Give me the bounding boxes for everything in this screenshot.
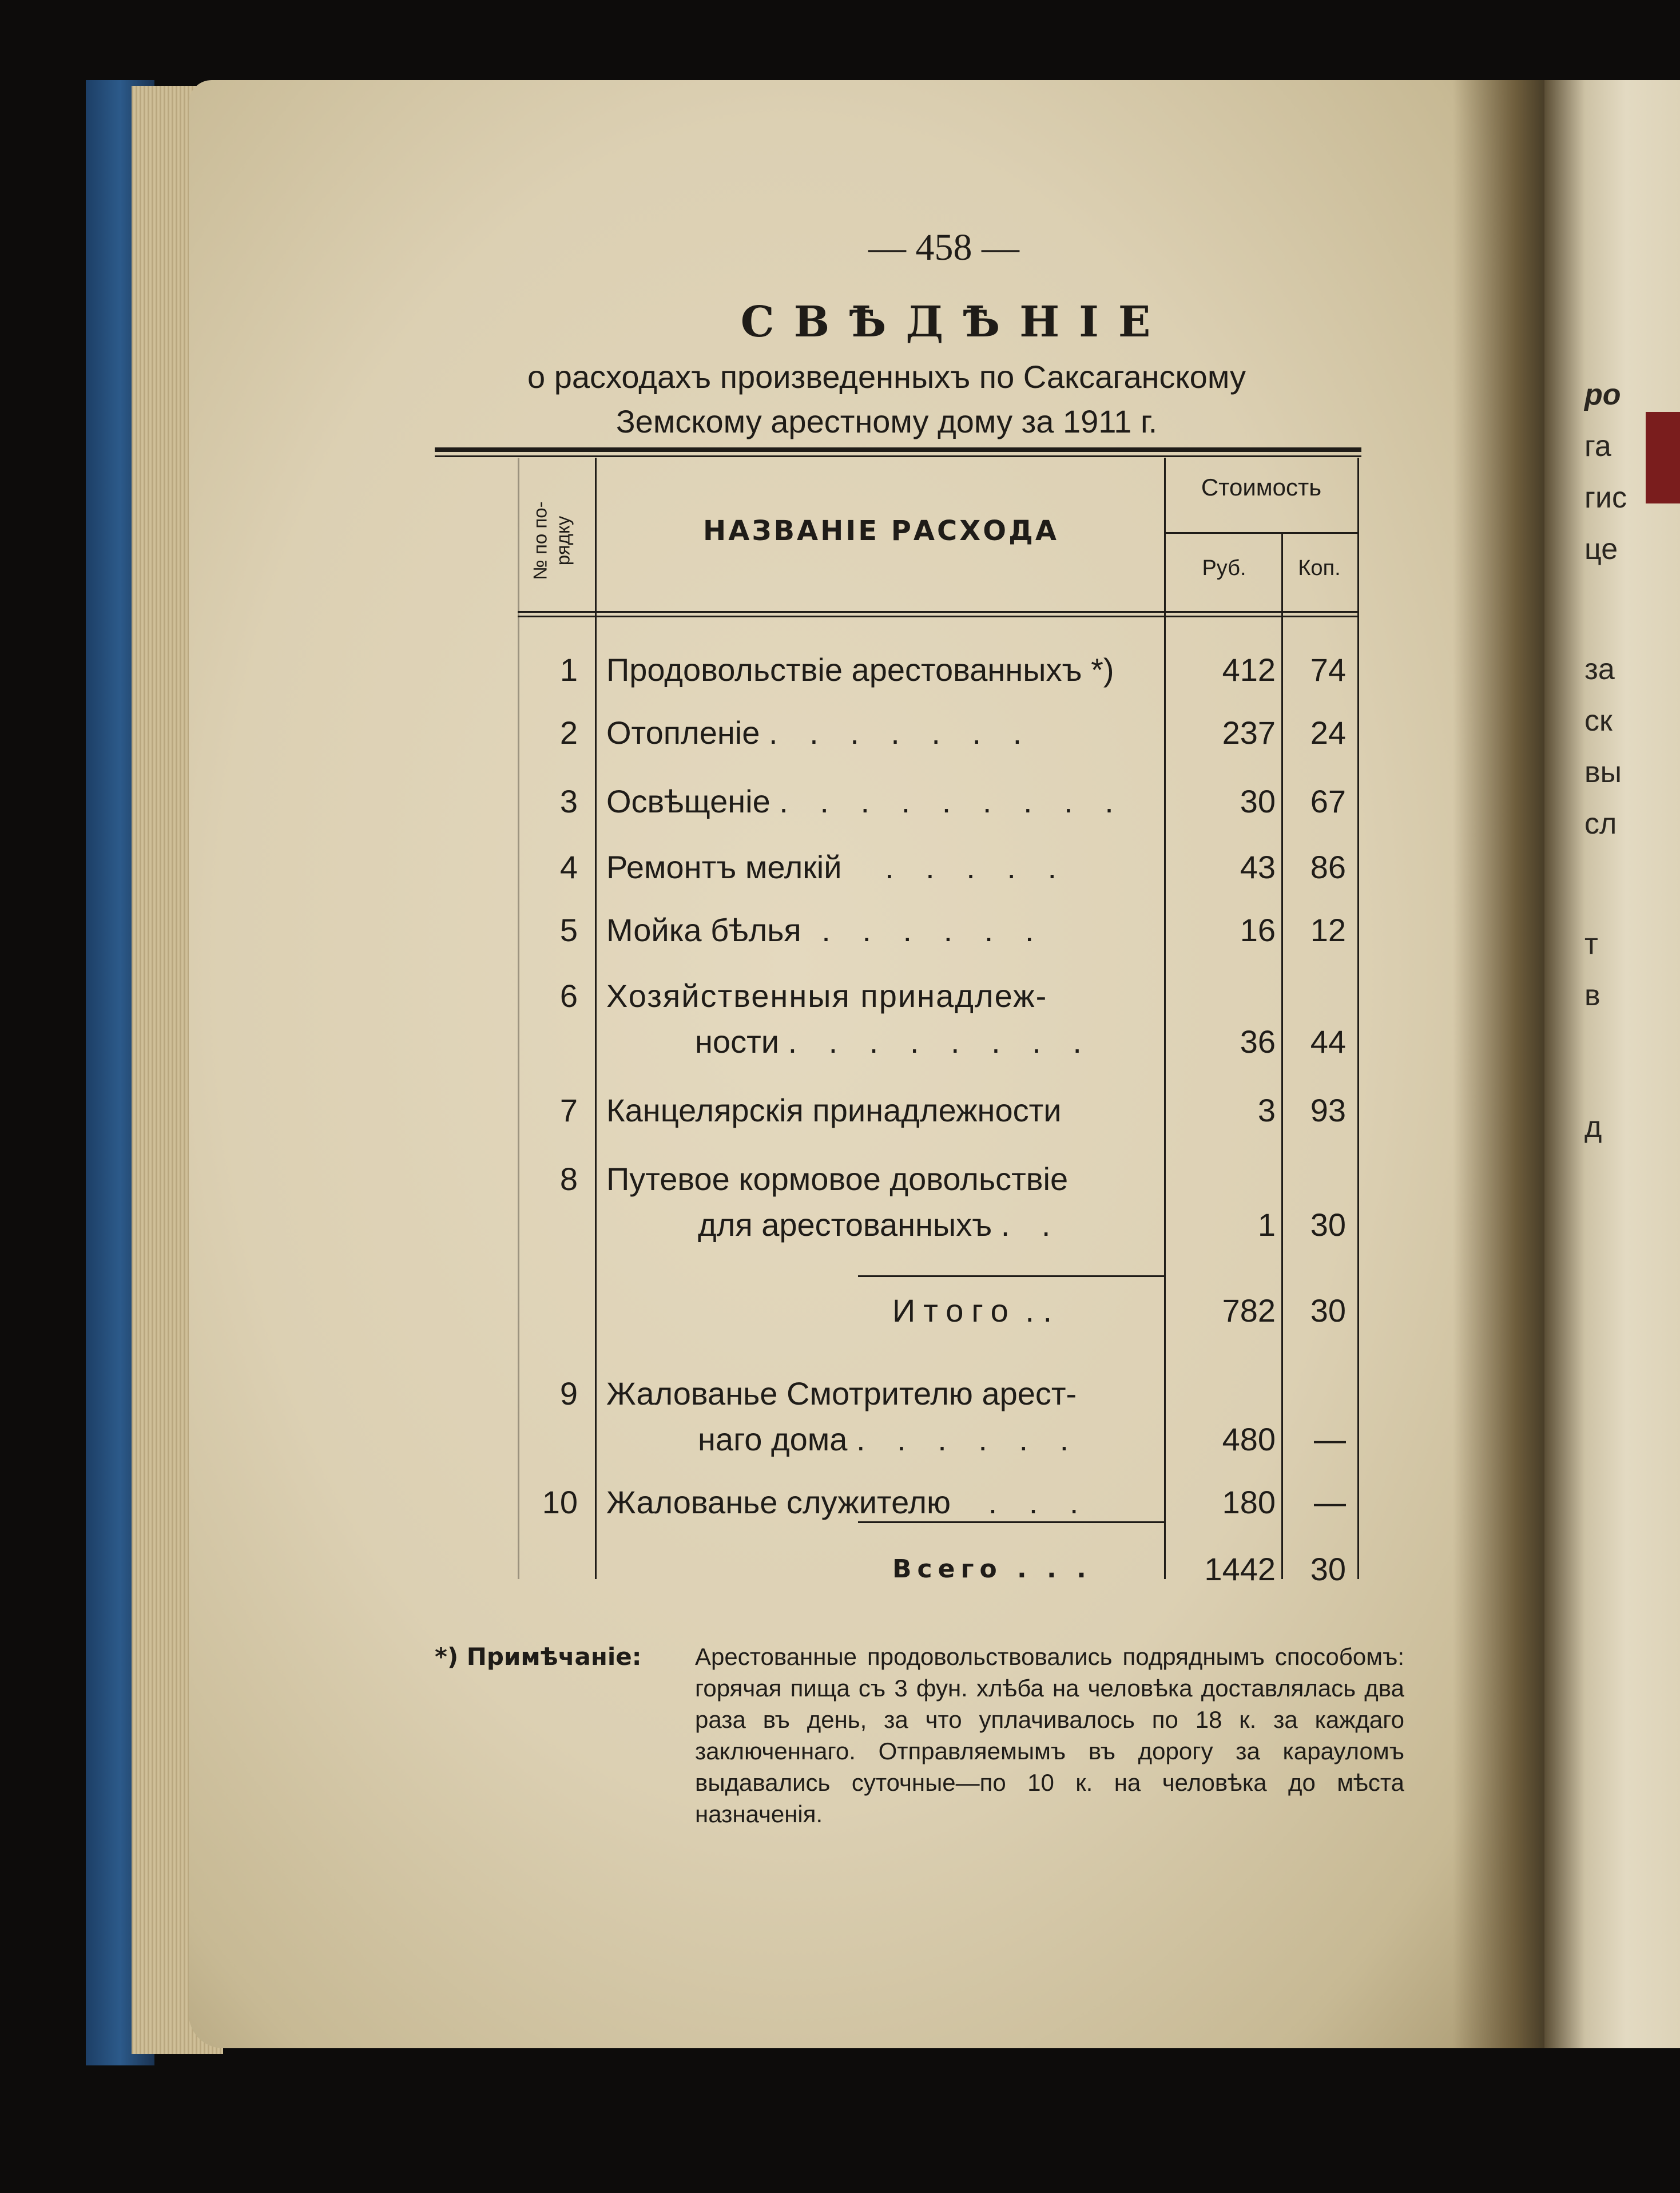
subtotal-kopecks: 30 [1310,1292,1346,1329]
row-rubles: 3 [1257,1092,1276,1128]
row-number: 6 [559,978,578,1014]
right-fragment: га [1584,430,1611,463]
col-divider-name [1164,458,1166,1579]
row-name-continued [606,1204,1247,1246]
document-title: СВѢДѢНІЕ [740,298,1170,347]
subtotal-label-text: Итого [892,1292,1016,1329]
right-fragment: т [1584,927,1598,961]
row-dots: . . . . . . [856,1421,1081,1457]
row-rubles: 1 [1257,1207,1276,1243]
row-rubles: 43 [1240,849,1276,885]
subtotal-dots: . . [1025,1292,1053,1329]
row-dots: . . . . . . [821,912,1046,948]
document-subtitle [400,355,1373,444]
right-fragment: в [1584,979,1600,1012]
right-page [1544,80,1680,2048]
footnote-label: *) Примѣчаніе: [435,1643,642,1671]
row-dots: . . . [988,1484,1090,1520]
row-dots: . . . . . [885,849,1069,885]
total-rubles: 1442 [1204,1551,1276,1587]
row-name: Хозяйственныя принадлеж- [606,978,1048,1014]
right-fragment: сл [1584,807,1617,840]
row-name: Канцелярскія принадлежности [606,1092,1062,1128]
subtotal-rule [858,1275,1164,1277]
row-kopecks: 30 [1310,1207,1346,1243]
row-rubles: 412 [1222,652,1276,688]
page-number: — 458 — [868,227,1019,268]
row-dots: . . [1000,1207,1062,1243]
row-rubles: 237 [1222,715,1276,751]
header-bottom-rule-2 [518,616,1357,617]
table-top-rule [435,447,1361,452]
row-name-text: ности [695,1024,779,1060]
row-kopecks: 44 [1310,1024,1346,1060]
row-dots: . . . . . . . . . [779,783,1125,819]
row-rubles: 16 [1240,912,1276,948]
col-divider-kop [1357,458,1359,1579]
bookmark-ribbon [1646,412,1680,503]
row-rubles: 480 [1222,1421,1276,1457]
row-number: 9 [559,1375,578,1411]
subtitle-line-2: Земскому арестному дому за 1911 г. [615,403,1158,439]
total-label [892,1549,1161,1590]
total-dots: . . . [1017,1554,1092,1584]
row-name-text: Мойка бѣлья [606,912,801,948]
row-kopecks: — [1314,1484,1346,1520]
col-divider-number [595,458,597,1579]
header-rubles: Руб. [1202,556,1246,580]
row-kopecks: 93 [1310,1092,1346,1128]
row-number: 5 [559,912,578,948]
total-kopecks: 30 [1310,1551,1346,1587]
row-number: 8 [559,1161,578,1197]
row-number: 7 [559,1092,578,1128]
row-kopecks: 67 [1310,783,1346,819]
right-fragment: це [1584,533,1618,566]
row-number: 3 [559,783,578,819]
row-name-text: Отопленіе [606,715,760,751]
header-cost: Стоимость [1201,474,1322,501]
header-bottom-rule [518,611,1357,613]
row-name: Продовольствіе арестованныхъ *) [606,652,1114,688]
row-name [606,910,1155,951]
subtotal-rubles: 782 [1222,1292,1276,1329]
row-name [606,781,1155,822]
row-name: Жалованье Смотрителю арест- [606,1375,1077,1411]
row-dots: . . . . . . . [768,715,1034,751]
right-fragment: за [1584,653,1615,686]
row-kopecks: 86 [1310,849,1346,885]
row-number: 4 [559,849,578,885]
header-expense-name: НАЗВАНІЕ РАСХОДА [703,515,1059,547]
right-fragment: ск [1584,704,1613,737]
header-number [492,481,612,601]
row-rubles: 180 [1222,1484,1276,1520]
row-number: 10 [542,1484,578,1520]
row-number: 1 [559,652,578,688]
subtitle-line-1: о расходахъ произведенныхъ по Саксаганскому [527,359,1246,395]
row-kopecks: 24 [1310,715,1346,751]
row-name-continued [606,1021,1244,1062]
right-fragment: вы [1584,756,1622,789]
row-name [606,1482,1155,1523]
row-name: Путевое кормовое довольствіе [606,1161,1069,1197]
row-name-text: Ремонтъ мелкій [606,849,842,885]
table-top-rule-thin [435,455,1361,457]
right-fragment: ро [1584,378,1621,411]
right-fragment: д [1584,1111,1602,1144]
row-number: 2 [559,715,578,751]
row-name [606,847,1155,888]
row-name-text: наго дома [698,1421,848,1457]
row-name-text: для арестованныхъ [698,1207,992,1243]
row-kopecks: — [1314,1421,1346,1457]
row-kopecks: 12 [1310,912,1346,948]
cost-header-rule [1164,532,1357,534]
row-dots: . . . . . . . . [788,1024,1093,1060]
row-name-continued [606,1419,1247,1460]
header-kopecks: Коп. [1298,556,1341,580]
row-name-text: Освѣщеніе [606,783,771,819]
row-rubles: 30 [1240,783,1276,819]
row-kopecks: 74 [1310,652,1346,688]
row-rubles: 36 [1240,1024,1276,1060]
total-label-text: Всего [892,1554,1003,1584]
right-fragment: гис [1584,481,1627,514]
row-name [606,712,1155,754]
footnote-text: Арестованные продовольствовались подряднымъ способомъ: горячая пища съ 3 фун. хлѣба на человѣка доставлялась два раза въ день, за что уплачивалось по 18 к. за каждаго заключеннаго. Отправляемымъ въ дорогу за карауломъ выдавались суточные—по 10 к. на человѣка до мѣста назначенія. [695,1643,1404,1827]
header-number-text: № по по- рядку [530,501,574,580]
row-name-text: Жалованье служителю [606,1484,951,1520]
